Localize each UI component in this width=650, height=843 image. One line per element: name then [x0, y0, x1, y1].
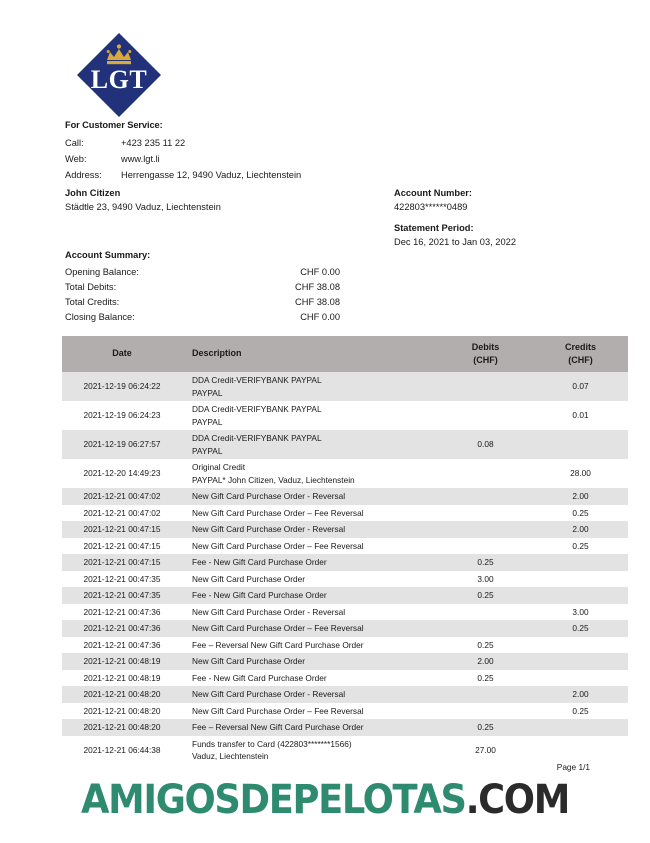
table-row: [62, 488, 628, 505]
cell-description: [182, 521, 438, 538]
customer-service-row-call: [65, 135, 485, 151]
description-line-1: New Gift Card Purchase Order - Reversal: [192, 524, 346, 534]
cell-description: [182, 372, 438, 401]
summary-row-total-credits: [65, 295, 340, 310]
description-line-1: New Gift Card Purchase Order - Reversal: [192, 606, 346, 617]
cell-debit: 0.08: [438, 430, 533, 459]
call-value: +423 235 11 22: [121, 138, 186, 148]
web-value: www.lgt.li: [121, 154, 160, 164]
watermark-main-text: AMIGOSDEPELOTAS: [81, 777, 466, 823]
account-holder-block: [65, 188, 375, 212]
cell-description: [182, 653, 438, 670]
description-line-2: PAYPAL* John Citizen, Vaduz, Liechtenstein: [192, 474, 355, 485]
cell-description: [182, 703, 438, 720]
table-row: [62, 554, 628, 571]
account-summary-block: [65, 250, 340, 325]
cell-date: 2021-12-21 00:48:20: [62, 719, 182, 736]
cell-date: 2021-12-21 00:47:36: [62, 637, 182, 654]
cell-credit: 0.25: [533, 538, 628, 555]
watermark-tld-text: .COM: [465, 777, 569, 823]
header-debits-line1: Debits: [471, 342, 500, 352]
cell-date: 2021-12-21 00:48:20: [62, 703, 182, 720]
table-row: [62, 521, 628, 538]
cell-description: [182, 719, 438, 736]
svg-text:LGT: LGT: [90, 65, 148, 94]
description-line-1: New Gift Card Purchase Order – Fee Reversal: [192, 507, 364, 518]
cell-date: 2021-12-19 06:24:22: [62, 372, 182, 401]
opening-balance-label: Opening Balance:: [65, 267, 139, 277]
cell-debit: 27.00: [438, 736, 533, 765]
call-label: Call:: [65, 138, 84, 148]
statement-period-value: Dec 16, 2021 to Jan 03, 2022: [394, 237, 516, 247]
description-line-1: New Gift Card Purchase Order - Reversal: [192, 689, 346, 699]
cell-credit: [533, 736, 628, 765]
cell-credit: [533, 571, 628, 588]
cell-date: 2021-12-19 06:24:23: [62, 401, 182, 430]
cell-credit: [533, 587, 628, 604]
cell-date: 2021-12-21 00:47:36: [62, 604, 182, 621]
cell-date: 2021-12-21 00:47:02: [62, 505, 182, 522]
total-credits-value: CHF 38.08: [295, 297, 340, 307]
cell-date: 2021-12-21 00:48:20: [62, 686, 182, 703]
cell-description: [182, 571, 438, 588]
description-line-1: New Gift Card Purchase Order: [192, 656, 305, 666]
table-row: [62, 505, 628, 522]
table-row: [62, 538, 628, 555]
transactions-table-head: [62, 336, 628, 372]
address-label: Address:: [65, 170, 102, 180]
header-debits: [438, 336, 533, 372]
cell-date: 2021-12-21 00:47:35: [62, 587, 182, 604]
header-date: Date: [62, 336, 182, 372]
table-row: [62, 670, 628, 687]
cell-description: [182, 637, 438, 654]
description-line-1: New Gift Card Purchase Order – Fee Reversal: [192, 705, 364, 716]
table-row: [62, 430, 628, 459]
cell-debit: 0.25: [438, 554, 533, 571]
cell-debit: [438, 372, 533, 401]
summary-row-total-debits: [65, 280, 340, 295]
description-line-1: DDA Credit-VERIFYBANK PAYPAL: [192, 404, 322, 414]
cell-date: 2021-12-21 00:48:19: [62, 653, 182, 670]
account-summary-title: Account Summary:: [65, 250, 151, 260]
description-line-1: New Gift Card Purchase Order: [192, 573, 305, 584]
cell-credit: 0.25: [533, 703, 628, 720]
account-holder-name: John Citizen: [65, 188, 121, 198]
statement-period-label: Statement Period:: [394, 223, 474, 233]
cell-debit: 0.25: [438, 670, 533, 687]
opening-balance-value: CHF 0.00: [300, 267, 340, 277]
cell-description: [182, 670, 438, 687]
cell-description: [182, 736, 438, 765]
page-number: Page 1/1: [556, 762, 590, 772]
cell-debit: [438, 538, 533, 555]
cell-credit: [533, 719, 628, 736]
cell-credit: [533, 670, 628, 687]
transactions-table-body: [62, 372, 628, 765]
description-line-1: Fee - New Gift Card Purchase Order: [192, 590, 327, 600]
header-description: Description: [182, 336, 438, 372]
header-credits-line1: Credits: [564, 342, 596, 352]
cell-date: 2021-12-21 00:47:35: [62, 571, 182, 588]
table-row: [62, 604, 628, 621]
cell-description: [182, 686, 438, 703]
cell-credit: 28.00: [533, 459, 628, 488]
account-holder-address: Städtle 23, 9490 Vaduz, Liechtenstein: [65, 202, 221, 212]
cell-debit: [438, 703, 533, 720]
cell-date: 2021-12-21 00:47:15: [62, 554, 182, 571]
description-line-1: New Gift Card Purchase Order - Reversal: [192, 491, 346, 501]
description-line-2: PAYPAL: [192, 387, 223, 398]
cell-debit: [438, 459, 533, 488]
table-row: [62, 719, 628, 736]
cell-description: [182, 488, 438, 505]
cell-credit: 0.01: [533, 401, 628, 430]
cell-debit: [438, 604, 533, 621]
header-debits-line2: (CHF): [473, 354, 498, 365]
closing-balance-label: Closing Balance:: [65, 312, 135, 322]
table-row: [62, 637, 628, 654]
description-line-1: New Gift Card Purchase Order – Fee Reversal: [192, 540, 364, 551]
account-number-label: Account Number:: [394, 188, 472, 198]
cell-description: [182, 401, 438, 430]
account-number-value: 422803******0489: [394, 202, 468, 212]
customer-service-row-web: [65, 151, 485, 167]
description-line-2: PAYPAL: [192, 445, 223, 456]
table-row: [62, 686, 628, 703]
customer-service-block: [65, 120, 485, 183]
description-line-1: Fee – Reversal New Gift Card Purchase Order: [192, 722, 364, 732]
cell-debit: 0.25: [438, 719, 533, 736]
cell-debit: [438, 620, 533, 637]
table-row: [62, 401, 628, 430]
cell-debit: [438, 686, 533, 703]
cell-debit: [438, 401, 533, 430]
description-line-1: DDA Credit-VERIFYBANK PAYPAL: [192, 375, 322, 385]
table-row: [62, 653, 628, 670]
cell-date: 2021-12-21 00:47:36: [62, 620, 182, 637]
table-row: [62, 459, 628, 488]
transactions-table: [62, 336, 628, 765]
cell-credit: 2.00: [533, 521, 628, 538]
cell-credit: 0.25: [533, 620, 628, 637]
description-line-1: DDA Credit-VERIFYBANK PAYPAL: [192, 433, 322, 443]
cell-debit: 3.00: [438, 571, 533, 588]
transactions-header-row: [62, 336, 628, 372]
cell-debit: 2.00: [438, 653, 533, 670]
cell-description: [182, 505, 438, 522]
cell-debit: [438, 505, 533, 522]
cell-date: 2021-12-21 00:47:15: [62, 521, 182, 538]
lgt-logo: [74, 30, 164, 120]
table-row: [62, 736, 628, 765]
cell-credit: 2.00: [533, 488, 628, 505]
cell-date: 2021-12-21 00:47:02: [62, 488, 182, 505]
cell-credit: 0.25: [533, 505, 628, 522]
summary-row-closing-balance: [65, 310, 340, 325]
cell-credit: [533, 637, 628, 654]
cell-description: [182, 587, 438, 604]
table-row: [62, 620, 628, 637]
cell-date: 2021-12-21 06:44:38: [62, 736, 182, 765]
cell-description: [182, 430, 438, 459]
total-credits-label: Total Credits:: [65, 297, 120, 307]
cell-credit: [533, 653, 628, 670]
customer-service-title: For Customer Service:: [65, 120, 163, 130]
closing-balance-value: CHF 0.00: [300, 312, 340, 322]
cell-description: [182, 554, 438, 571]
description-line-1: Original Credit: [192, 462, 246, 472]
cell-debit: [438, 488, 533, 505]
cell-date: 2021-12-19 06:27:57: [62, 430, 182, 459]
cell-description: [182, 620, 438, 637]
cell-date: 2021-12-21 00:48:19: [62, 670, 182, 687]
description-line-1: New Gift Card Purchase Order – Fee Reversal: [192, 623, 364, 633]
cell-credit: 0.07: [533, 372, 628, 401]
description-line-2: PAYPAL: [192, 416, 223, 427]
address-value: Herrengasse 12, 9490 Vaduz, Liechtenstein: [121, 170, 302, 180]
cell-credit: 2.00: [533, 686, 628, 703]
lgt-logo-svg: [74, 30, 164, 120]
table-row: [62, 571, 628, 588]
cell-credit: 3.00: [533, 604, 628, 621]
site-watermark: [26, 778, 624, 822]
table-row: [62, 703, 628, 720]
description-line-1: Fee – Reversal New Gift Card Purchase Order: [192, 639, 364, 650]
cell-description: [182, 604, 438, 621]
description-line-1: Fee - New Gift Card Purchase Order: [192, 672, 327, 683]
cell-date: 2021-12-20 14:49:23: [62, 459, 182, 488]
description-line-1: Fee - New Gift Card Purchase Order: [192, 557, 327, 567]
cell-credit: [533, 430, 628, 459]
customer-service-row-address: [65, 167, 485, 183]
summary-row-opening-balance: [65, 265, 340, 280]
header-credits: [533, 336, 628, 372]
table-row: [62, 587, 628, 604]
total-debits-label: Total Debits:: [65, 282, 117, 292]
description-line-2: Vaduz, Liechtenstein: [192, 751, 269, 761]
web-label: Web:: [65, 154, 87, 164]
cell-description: [182, 459, 438, 488]
account-meta-block: [394, 188, 614, 247]
cell-date: 2021-12-21 00:47:15: [62, 538, 182, 555]
header-credits-line2: (CHF): [568, 354, 593, 365]
cell-credit: [533, 554, 628, 571]
table-row: [62, 372, 628, 401]
cell-debit: 0.25: [438, 637, 533, 654]
cell-debit: [438, 521, 533, 538]
total-debits-value: CHF 38.08: [295, 282, 340, 292]
cell-description: [182, 538, 438, 555]
description-line-1: Funds transfer to Card (422803*******1566): [192, 738, 352, 749]
cell-debit: 0.25: [438, 587, 533, 604]
